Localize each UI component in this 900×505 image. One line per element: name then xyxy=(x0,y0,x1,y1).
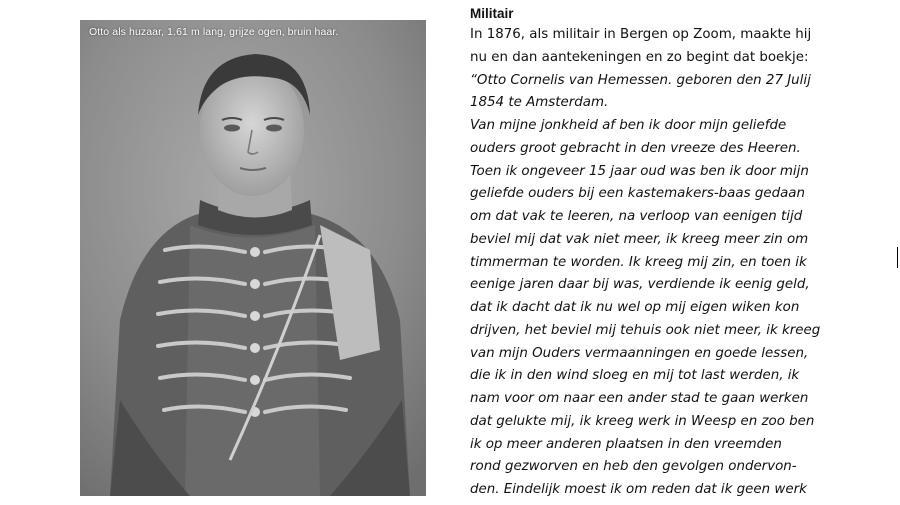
text-line: Toen ik ongeveer 15 jaar oud was ben ik door mijn xyxy=(470,163,809,179)
text-line: rond gezworven en heb den gevolgen ondervon- xyxy=(470,459,797,475)
text-line: van mijn Ouders vermaanningen en goede lessen, xyxy=(470,345,809,361)
section-heading: Militair xyxy=(470,6,514,21)
text-line: den. Eindelijk moest ik om reden dat ik geen werk xyxy=(470,482,807,497)
text-line: In 1876, als militair in Bergen op Zoom, maakte hij xyxy=(470,27,812,42)
text-line: dat ik dacht dat ik nu wel op mij eigen wiken kon xyxy=(470,300,800,315)
text-line: 1854 te Amsterdam. xyxy=(470,95,609,111)
text-cursor xyxy=(897,247,898,268)
photo-caption: Otto als huzaar, 1.61 m lang, grijze ogen, bruin haar. xyxy=(89,26,339,38)
text-line: nu en dan aantekeningen en zo begint dat boekje: xyxy=(470,49,809,65)
text-line: dat gelukte mij, ik kreeg werk in Weesp en zoo ben xyxy=(470,413,815,429)
text-line: drijven, het beviel mij tehuis ook niet meer, ik kreeg xyxy=(470,322,821,338)
text-line: Van mijne jonkheid af ben ik door mijn geliefde xyxy=(470,118,787,133)
text-line: om dat vak te leeren, na verloop van eenigen tijd xyxy=(470,209,803,224)
paragraph xyxy=(470,24,830,502)
text-line: “Otto Cornelis van Hemessen. geboren den 27 Julij xyxy=(470,72,811,88)
text-line: ouders groot gebracht in den vreeze des Heeren. xyxy=(470,140,801,156)
portrait-photo xyxy=(80,20,426,496)
text-line: eenige jaren daar bij was, verdiende ik eenig geld, xyxy=(470,277,810,293)
text-line: nam voor om naar een ander stad te gaan werken xyxy=(470,391,809,406)
text-line: geliefde ouders bij een kastemakers-baas gedaan xyxy=(470,186,805,202)
text-line: beviel mij dat vak niet meer, ik kreeg meer zin om xyxy=(470,231,809,247)
text-line: timmerman te worden. Ik kreeg mij zin, en toen ik xyxy=(470,254,807,270)
text-line: die ik in den wind sloeg en mij tot last werden, ik xyxy=(470,368,800,384)
biography-text xyxy=(470,4,830,502)
text-line: ik op meer anderen plaatsen in den vreemden xyxy=(470,436,782,452)
portrait-image xyxy=(80,20,426,496)
